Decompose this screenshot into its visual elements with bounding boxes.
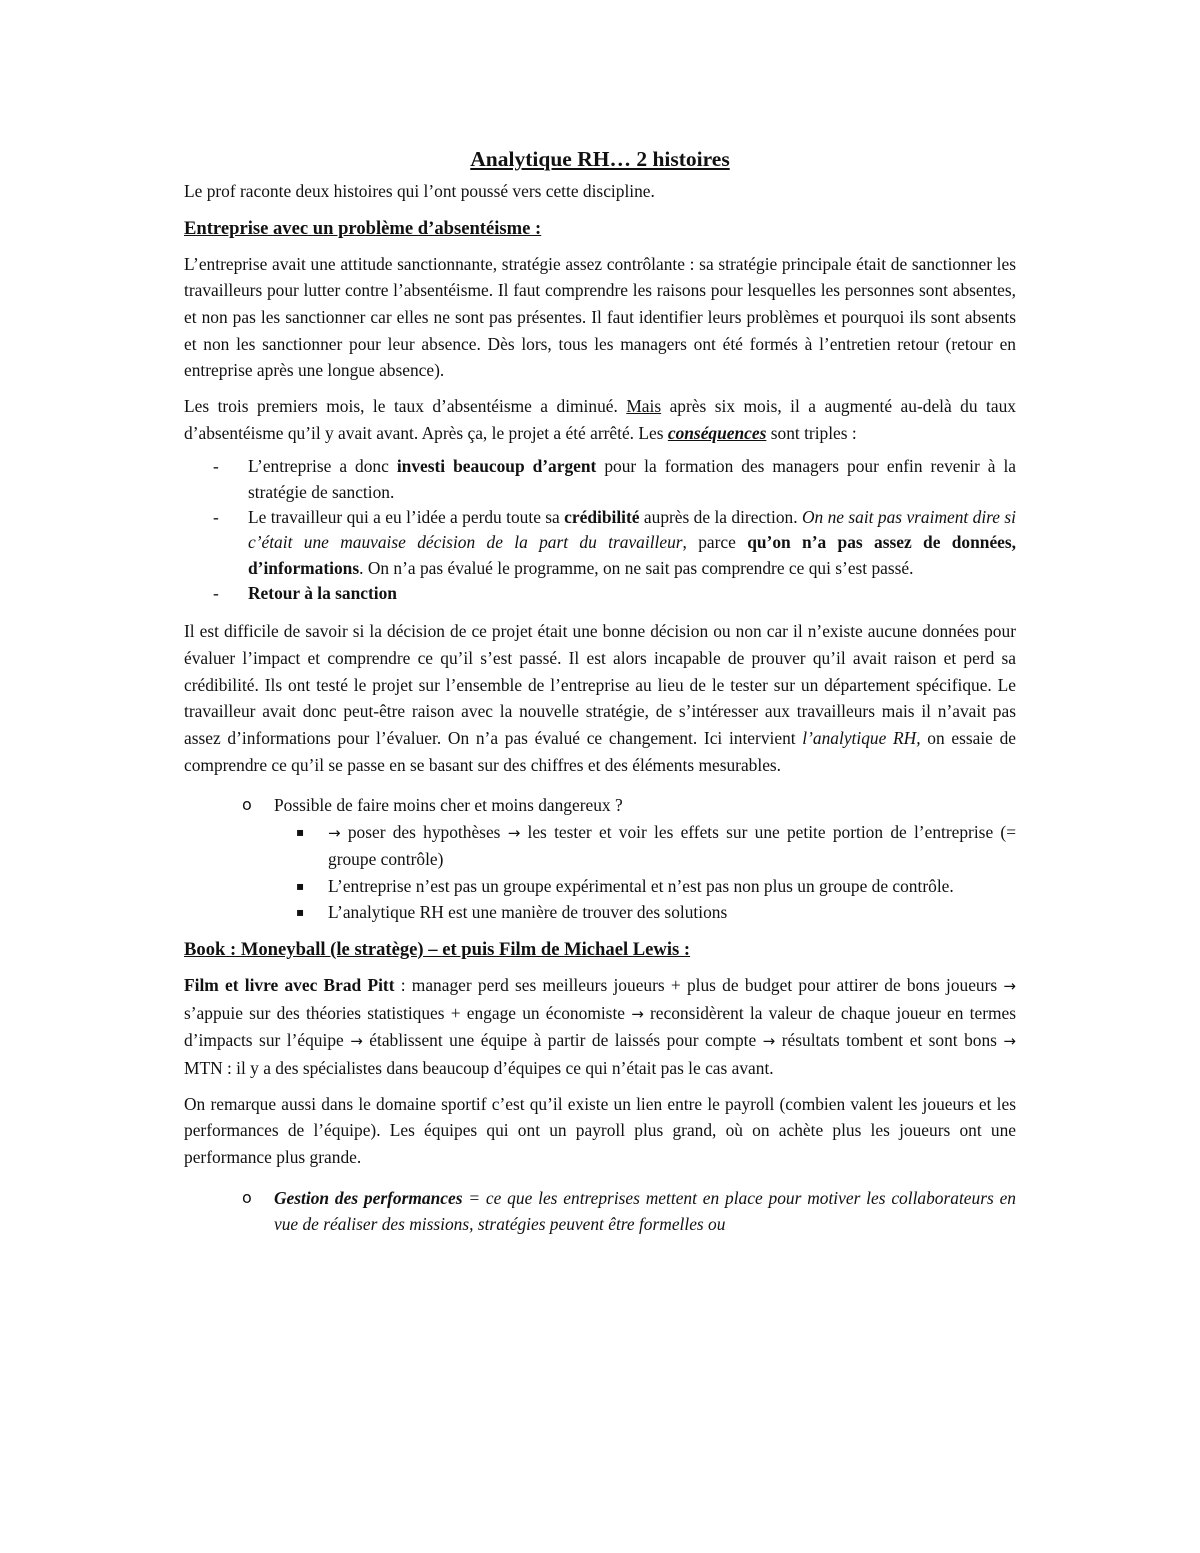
document-title: Analytique RH… 2 histoires xyxy=(470,147,730,171)
nested-list xyxy=(274,819,1016,926)
paragraph-film: Film et livre avec Brad Pitt : manager perd ses meilleurs joueurs + plus de budget pour attirer de bons joueurs → s’appuie sur des théories statistiques + engage un économiste → reconsidèrent la valeur de chaque joueur en termes d’impacts sur l’équipe → établissent une équipe à partir de laissés pour compte → résultats tombent et sont bons → MTN : il y a des spécialistes dans beaucoup d’équipes ce qui n’était pas le cas avant. xyxy=(184,974,1016,1079)
dash-bullet: - xyxy=(213,456,219,477)
intro-paragraph: Le prof raconte deux histoires qui l’ont poussé vers cette discipline. xyxy=(184,181,655,201)
arrow-icon: → xyxy=(762,1032,776,1051)
circle-bullet: o xyxy=(242,1187,252,1207)
list-item: ▪ L’analytique RH est une manière de trouver des solutions xyxy=(274,899,1016,926)
section-heading-absenteisme: Entreprise avec un problème d’absentéisme : xyxy=(184,217,542,239)
sub-list xyxy=(184,1185,1016,1238)
arrow-icon: → xyxy=(1003,1032,1016,1051)
dash-bullet: - xyxy=(213,582,219,603)
paragraph-analyse: Il est difficile de savoir si la décision de ce projet était une bonne décision ou non car il n’existe aucune données pour évaluer l’impact et comprendre ce qu’il s’est passé. Il est alors incapable de prouver qu’il avait raison et perd sa crédibilité. Ils ont testé le projet sur l’ensemble de l’entreprise au lieu de le tester sur un département spécifique. Le travailleur avait donc peut-être raison avec la nouvelle stratégie, de s’intéresser aux travailleurs mais il n’avait pas assez d’informations pour l’évaluer. On n’a pas évalué ce changement. Ici intervient l’analytique RH, on essaie de comprendre ce qu’il se passe en se basant sur des chiffres et des éléments mesurables. xyxy=(184,621,1016,775)
arrow-icon: → xyxy=(631,1004,644,1023)
list-item: - L’entreprise a donc investi beaucoup d’argent pour la formation des managers pour enfin revenir à la stratégie de sanction. xyxy=(213,456,1017,502)
sub-list xyxy=(184,792,1016,926)
list-item: o Gestion des performances = ce que les entreprises mettent en place pour motiver les collaborateurs en vue de réaliser des missions, stratégies peuvent être formelles ou xyxy=(184,1185,1016,1238)
consequences-list xyxy=(184,454,1016,606)
square-bullet: ▪ xyxy=(296,878,305,893)
consequences-emphasis: conséquences xyxy=(667,422,767,443)
circle-bullet: o xyxy=(242,795,252,815)
list-item: ▪ → poser des hypothèses → les tester et voir les effets sur une petite portion de l’entreprise (= groupe contrôle) xyxy=(274,819,1016,873)
mais-underlined: Mais xyxy=(626,396,662,417)
dash-bullet: - xyxy=(213,507,219,528)
list-item: - Retour à la sanction xyxy=(184,581,1016,606)
arrow-icon: → xyxy=(350,1032,363,1051)
list-item: ▪ L’entreprise n’est pas un groupe expérimental et n’est pas non plus un groupe de contrôle. xyxy=(274,873,1016,900)
list-item: - Le travailleur qui a eu l’idée a perdu toute sa crédibilité auprès de la direction. On ne sait pas vraiment dire si c’était une mauvaise décision de la part du travailleur, parce qu’on n’a pas assez de données, d’informations. On n’a pas évalué le programme, on ne sait pas comprendre ce qui s’est passé. xyxy=(213,507,1017,578)
square-bullet: ▪ xyxy=(296,905,305,920)
section-heading-moneyball: Book : Moneyball (le stratège) – et puis Film de Michael Lewis : xyxy=(184,938,691,960)
square-bullet: ▪ xyxy=(296,824,305,839)
arrow-icon: → xyxy=(1003,976,1016,995)
arrow-icon: → xyxy=(507,823,521,842)
paragraph-strategie: L’entreprise avait une attitude sanctionnante, stratégie assez contrôlante : sa stratégie principale était de sanctionner les travailleurs pour lutter contre l’absentéisme. Il faut comprendre les raisons pour lesquelles les personnes sont absentes, et non pas les sanctionner car elles ne sont pas présentes. Il faut identifier leurs problèmes et pourquoi ils sont absents et non les sanctionner pour leur absence. Dès lors, tous les managers ont été formés à l’entretien retour (retour en entreprise après une longue absence). xyxy=(184,253,1016,381)
list-item: o Possible de faire moins cher et moins dangereux ? ▪ → poser des hypothèses → les tester et voir les effets sur une petite portion de l’entreprise (= groupe contrôle) ▪ L’entreprise n’est pas un groupe expérimental et n’est pas non plus un groupe de contrôle. ▪ L’analytique RH est une manière de trouver des solutions xyxy=(184,792,1016,926)
paragraph-resultats: Les trois premiers mois, le taux d’absentéisme a diminué. Mais après six mois, il a augmenté au-delà du taux d’absentéisme qu’il y avait avant. Après ça, le projet a été arrêté. Les conséquences sont triples : xyxy=(184,396,1016,443)
document-page xyxy=(184,144,1016,1238)
paragraph-payroll: On remarque aussi dans le domaine sportif c’est qu’il existe un lien entre le payroll (combien valent les joueurs et les performances de l’équipe). Les équipes qui ont un payroll plus grand, où on achète plus les joueurs ont une performance plus grande. xyxy=(184,1093,1016,1168)
arrow-icon: → xyxy=(328,823,341,842)
